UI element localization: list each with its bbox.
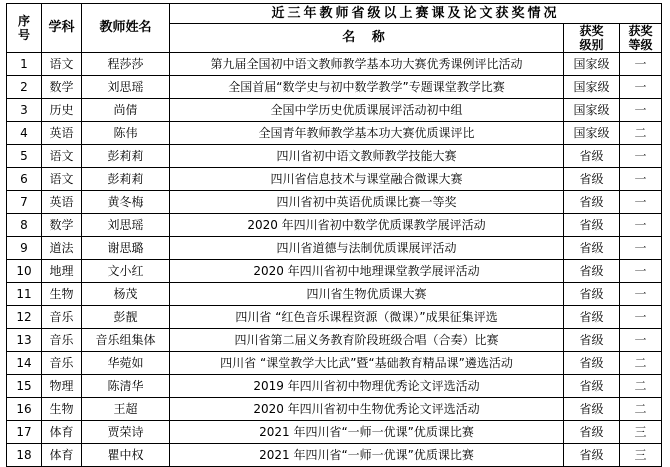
cell-index: 17 (7, 421, 42, 444)
cell-level: 省级 (564, 214, 620, 237)
cell-subject: 物理 (42, 375, 82, 398)
table-row (7, 260, 662, 283)
cell-name: 全国青年教师教学基本功大赛优质课评比 (170, 122, 564, 145)
cell-teacher: 彭靓 (82, 306, 170, 329)
cell-index: 11 (7, 283, 42, 306)
cell-grade: 一 (620, 99, 662, 122)
cell-teacher: 程莎莎 (82, 53, 170, 76)
cell-index: 7 (7, 191, 42, 214)
cell-grade: 一 (620, 260, 662, 283)
header-grade: 获奖等级 (620, 24, 662, 53)
cell-name: 2020 年四川省初中生物优秀论文评选活动 (170, 398, 564, 421)
cell-name: 2019 年四川省初中物理优秀论文评选活动 (170, 375, 564, 398)
cell-name: 四川省 “课堂教学大比武”暨“基础教育精品课”遴选活动 (170, 352, 564, 375)
table-row (7, 398, 662, 421)
cell-teacher: 彭莉莉 (82, 168, 170, 191)
cell-grade: 二 (620, 352, 662, 375)
table-row (7, 168, 662, 191)
cell-grade: 二 (620, 375, 662, 398)
cell-index: 15 (7, 375, 42, 398)
cell-grade: 一 (620, 145, 662, 168)
cell-teacher: 尚倩 (82, 99, 170, 122)
cell-subject: 英语 (42, 122, 82, 145)
cell-level: 省级 (564, 260, 620, 283)
cell-subject: 体育 (42, 421, 82, 444)
awards-table (6, 3, 662, 467)
cell-index: 2 (7, 76, 42, 99)
cell-grade: 一 (620, 214, 662, 237)
cell-index: 5 (7, 145, 42, 168)
cell-subject: 语文 (42, 145, 82, 168)
cell-level: 国家级 (564, 122, 620, 145)
header-index: 序号 (7, 4, 42, 53)
cell-teacher: 音乐组集体 (82, 329, 170, 352)
cell-level: 省级 (564, 375, 620, 398)
cell-name: 2020 年四川省初中数学优质课教学展评活动 (170, 214, 564, 237)
cell-level: 省级 (564, 145, 620, 168)
cell-subject: 数学 (42, 76, 82, 99)
cell-teacher: 王超 (82, 398, 170, 421)
table-row (7, 306, 662, 329)
cell-level: 省级 (564, 191, 620, 214)
cell-teacher: 杨茂 (82, 283, 170, 306)
cell-index: 12 (7, 306, 42, 329)
cell-teacher: 华菀如 (82, 352, 170, 375)
cell-level: 省级 (564, 444, 620, 467)
table-row (7, 99, 662, 122)
table-row (7, 76, 662, 99)
cell-level: 省级 (564, 168, 620, 191)
cell-teacher: 彭莉莉 (82, 145, 170, 168)
cell-level: 国家级 (564, 99, 620, 122)
cell-subject: 道法 (42, 237, 82, 260)
cell-grade: 一 (620, 237, 662, 260)
cell-name: 全国首届“数学史与初中数学教学”专题课堂教学比赛 (170, 76, 564, 99)
table-row (7, 421, 662, 444)
cell-level: 省级 (564, 398, 620, 421)
cell-grade: 一 (620, 306, 662, 329)
cell-grade: 三 (620, 421, 662, 444)
cell-name: 四川省初中英语优质课比赛一等奖 (170, 191, 564, 214)
cell-subject: 数学 (42, 214, 82, 237)
cell-grade: 一 (620, 53, 662, 76)
header-level: 获奖级别 (564, 24, 620, 53)
cell-name: 2021 年四川省“一师一优课”优质课比赛 (170, 421, 564, 444)
table-row (7, 375, 662, 398)
table-row (7, 444, 662, 467)
cell-teacher: 陈伟 (82, 122, 170, 145)
cell-name: 2020 年四川省初中地理课堂教学展评活动 (170, 260, 564, 283)
cell-index: 9 (7, 237, 42, 260)
table-row (7, 283, 662, 306)
header-name: 名 称 (170, 24, 564, 53)
cell-index: 10 (7, 260, 42, 283)
cell-subject: 历史 (42, 99, 82, 122)
table-row (7, 329, 662, 352)
table-row (7, 53, 662, 76)
cell-teacher: 贾荣诗 (82, 421, 170, 444)
cell-subject: 地理 (42, 260, 82, 283)
cell-name: 四川省信息技术与课堂融合微课大赛 (170, 168, 564, 191)
table-row (7, 191, 662, 214)
cell-grade: 二 (620, 122, 662, 145)
cell-index: 8 (7, 214, 42, 237)
cell-name: 四川省第二届义务教育阶段班级合唱（合奏）比赛 (170, 329, 564, 352)
cell-level: 省级 (564, 306, 620, 329)
cell-grade: 一 (620, 283, 662, 306)
cell-index: 13 (7, 329, 42, 352)
cell-name: 全国中学历史优质课展评活动初中组 (170, 99, 564, 122)
table-row (7, 237, 662, 260)
table-row (7, 214, 662, 237)
cell-subject: 体育 (42, 444, 82, 467)
table-row (7, 352, 662, 375)
cell-level: 省级 (564, 283, 620, 306)
cell-subject: 语文 (42, 53, 82, 76)
cell-name: 四川省初中语文教师教学技能大赛 (170, 145, 564, 168)
cell-subject: 音乐 (42, 329, 82, 352)
cell-subject: 音乐 (42, 306, 82, 329)
cell-index: 14 (7, 352, 42, 375)
cell-level: 省级 (564, 329, 620, 352)
cell-grade: 三 (620, 444, 662, 467)
cell-name: 四川省 “红色音乐课程资源（微课）”成果征集评选 (170, 306, 564, 329)
cell-subject: 生物 (42, 398, 82, 421)
cell-index: 4 (7, 122, 42, 145)
cell-subject: 生物 (42, 283, 82, 306)
cell-teacher: 刘思瑶 (82, 214, 170, 237)
cell-index: 18 (7, 444, 42, 467)
cell-subject: 语文 (42, 168, 82, 191)
cell-index: 6 (7, 168, 42, 191)
cell-level: 省级 (564, 352, 620, 375)
cell-teacher: 陈清华 (82, 375, 170, 398)
table-row (7, 145, 662, 168)
cell-name: 2021 年四川省“一师一优课”优质课比赛 (170, 444, 564, 467)
cell-index: 3 (7, 99, 42, 122)
header-subject: 学科 (42, 4, 82, 53)
cell-grade: 二 (620, 398, 662, 421)
cell-level: 省级 (564, 237, 620, 260)
cell-teacher: 黄冬梅 (82, 191, 170, 214)
cell-teacher: 刘思瑶 (82, 76, 170, 99)
header-teacher: 教师姓名 (82, 4, 170, 53)
table-row (7, 122, 662, 145)
cell-grade: 一 (620, 329, 662, 352)
cell-level: 国家级 (564, 76, 620, 99)
cell-subject: 英语 (42, 191, 82, 214)
cell-index: 16 (7, 398, 42, 421)
cell-teacher: 文小红 (82, 260, 170, 283)
cell-grade: 一 (620, 168, 662, 191)
cell-teacher: 瞿中权 (82, 444, 170, 467)
cell-name: 四川省生物优质课大赛 (170, 283, 564, 306)
cell-teacher: 谢思璐 (82, 237, 170, 260)
cell-grade: 一 (620, 76, 662, 99)
cell-index: 1 (7, 53, 42, 76)
table-title: 近三年教师省级以上赛课及论文获奖情况 (170, 4, 662, 24)
cell-level: 省级 (564, 421, 620, 444)
cell-name: 第九届全国初中语文教师教学基本功大赛优秀课例评比活动 (170, 53, 564, 76)
cell-level: 国家级 (564, 53, 620, 76)
cell-grade: 一 (620, 191, 662, 214)
cell-subject: 音乐 (42, 352, 82, 375)
cell-name: 四川省道德与法制优质课展评活动 (170, 237, 564, 260)
